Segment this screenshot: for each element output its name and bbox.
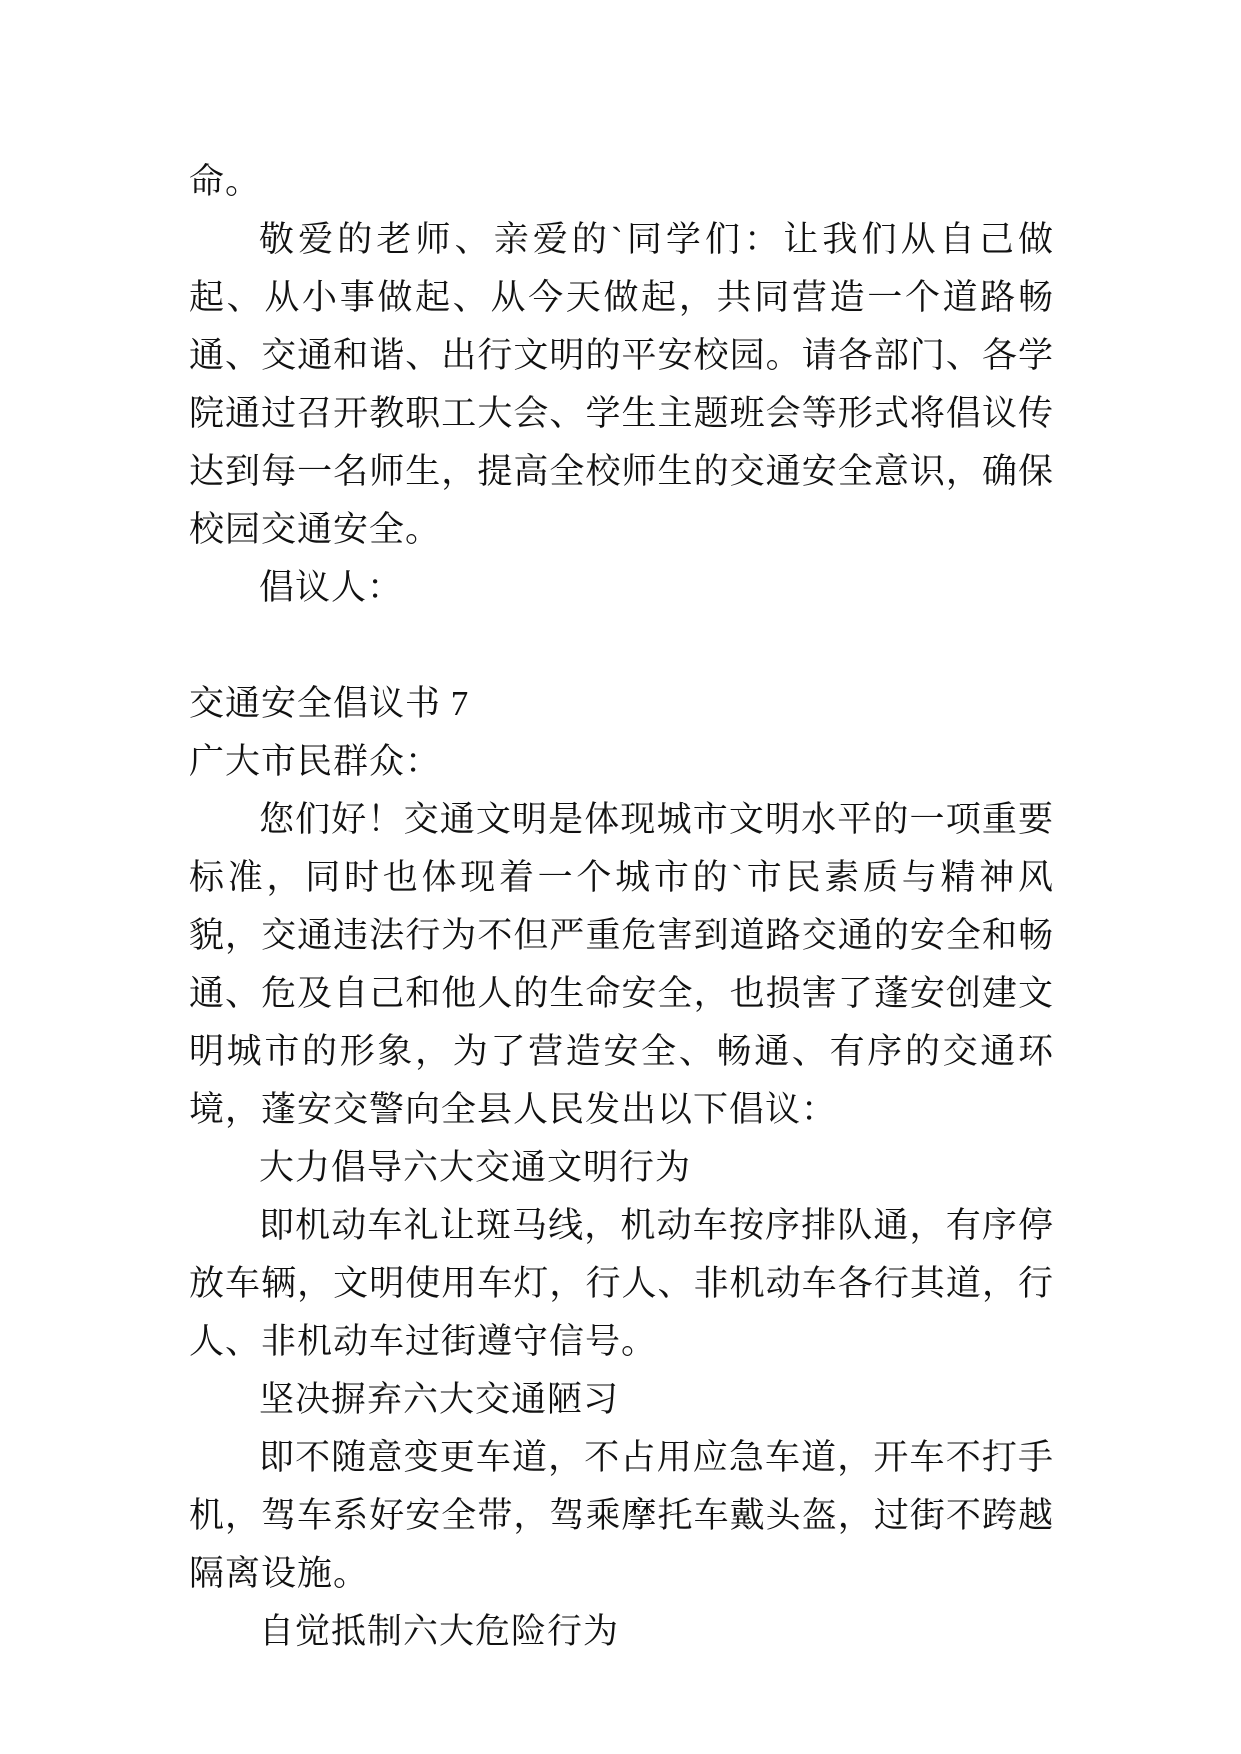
paragraph-school-appeal: 敬爱的老师、亲爱的`同学们：让我们从自己做起、从小事做起、从今天做起，共同营造一个道路畅通、交通和谐、出行文明的平安校园。请各部门、各学院通过召开教职工大会、学生主题班会等形式将倡议传达到每一名师生，提高全校师生的交通安全意识，确保校园交通安全。	[189, 220, 1054, 549]
paragraph-six-bad-habits: 即不随意变更车道，不占用应急车道，开车不打手机，驾车系好安全带，驾乘摩托车戴头盔，过街不跨越隔离设施。	[189, 1438, 1054, 1593]
signature-label: 倡议人：	[259, 568, 404, 607]
section-title: 交通安全倡议书 7	[189, 684, 470, 723]
subheading-six-bad-habits: 坚决摒弃六大交通陋习	[259, 1380, 620, 1419]
subheading-six-civilized-behaviors: 大力倡导六大交通文明行为	[259, 1148, 692, 1187]
paragraph-six-civilized-behaviors: 即机动车礼让斑马线，机动车按序排队通，有序停放车辆，文明使用车灯，行人、非机动车各行其道，行人、非机动车过街遵守信号。	[189, 1206, 1054, 1361]
paragraph-intro: 您们好！交通文明是体现城市文明水平的一项重要标准，同时也体现着一个城市的`市民素质与精神风貌，交通违法行为不但严重危害到道路交通的安全和畅通、危及自己和他人的生命安全，也损害了蓬安创建文明城市的形象，为了营造安全、畅通、有序的交通环境，蓬安交警向全县人民发出以下倡议：	[189, 800, 1054, 1129]
subheading-six-dangerous-behaviors: 自觉抵制六大危险行为	[259, 1612, 620, 1651]
paragraph-continuation: 命。	[189, 162, 262, 201]
salutation: 广大市民群众：	[189, 742, 442, 781]
